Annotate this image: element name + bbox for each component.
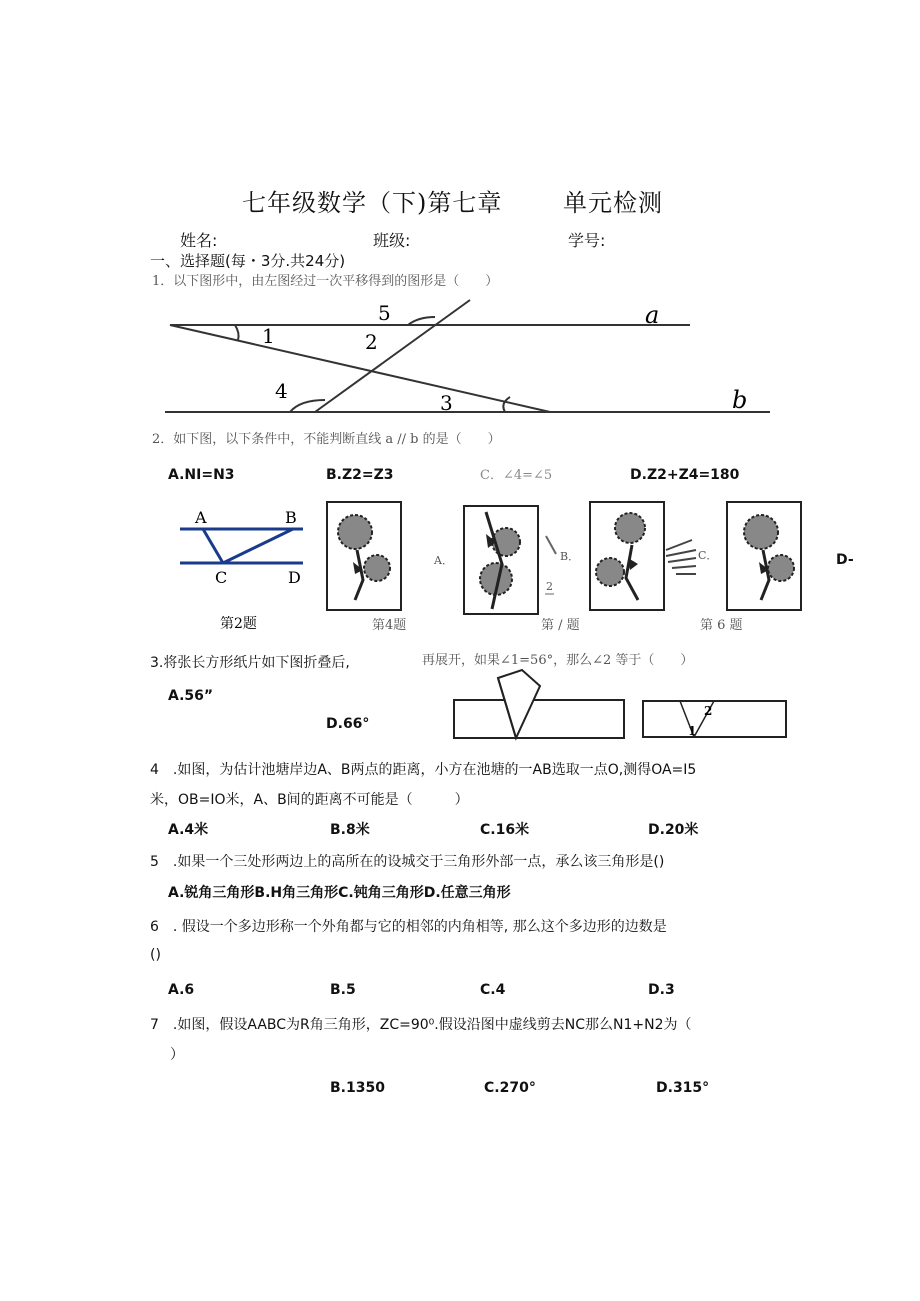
q1-lines-figure (150, 295, 790, 420)
q3-angle-2-label: 2 (704, 704, 713, 718)
caption-fig-2: 第2题 (220, 616, 257, 632)
angle-2-label: 2 (365, 330, 378, 354)
q2-option-d: D.Z2+Z4=180 (630, 467, 740, 483)
question-4-line-1: 4 .如图，为估计池塘岸边A、B两点的距离，小方在池塘的一AB选取一点O,测得OA=I5 (150, 762, 697, 778)
question-6-line-1: 6 . 假设一个多边形称一个外角都与它的相邻的内角相等, 那么这个多边形的边数是 (150, 919, 667, 935)
q4-option-d: D.20米 (648, 822, 699, 838)
class-label: 班级: (373, 231, 411, 250)
q6-option-c: C.4 (480, 982, 506, 998)
student-id-label: 学号: (568, 231, 606, 250)
q6-option-a: A.6 (168, 982, 195, 998)
flower-option-a-figure (462, 504, 542, 616)
flower-original-figure (325, 500, 405, 612)
point-c-label: C (215, 568, 228, 587)
line-b-label: b (732, 386, 748, 414)
angle-5-label: 5 (378, 301, 391, 325)
q3-fold-figure (450, 668, 630, 743)
q2-option-c: C．∠4=∠5 (480, 468, 553, 483)
question-3-text-a: 3.将张长方形纸片如下图折叠后, (150, 655, 350, 671)
q7-option-c: C.270° (484, 1080, 536, 1096)
q4-option-c: C.16米 (480, 822, 530, 838)
q4-option-b: B.8米 (330, 822, 370, 838)
flower-option-c-label: C． (698, 549, 718, 562)
q3-angle-1-label: 1 (688, 724, 697, 738)
section-heading: 一、选择题(每・3分.共24分) (150, 252, 346, 270)
caption-fig-4: 第4题 (372, 618, 407, 633)
caption-fig-5: 第 / 题 (541, 618, 580, 633)
point-b-label: B (285, 508, 297, 527)
flower-option-d-label: D- (836, 552, 854, 568)
flower-option-c-figure (725, 500, 805, 612)
question-4-line-2: 米，OB=IO米，A、B间的距离不可能是（ ） (150, 792, 469, 808)
angle-1-label: 1 (262, 324, 275, 348)
line-a-label: a (645, 301, 660, 329)
caption-fig-6: 第 6 题 (700, 618, 743, 633)
q3-option-a: A.56” (168, 688, 214, 704)
svg-text:2: 2 (546, 580, 553, 593)
flower-option-c-hatching (662, 540, 702, 580)
flower-option-b-fragments (540, 530, 580, 610)
q7-option-b: B.1350 (330, 1080, 385, 1096)
flower-option-b-label: B． (560, 550, 580, 563)
point-a-label: A (195, 508, 207, 527)
q7-option-d: D.315° (656, 1080, 710, 1096)
name-label: 姓名: (180, 231, 218, 250)
question-1-text: 1．以下图形中，由左图经过一次平移得到的图形是（ ） (152, 274, 499, 289)
question-5-text: 5 .如果一个三处形两边上的高所在的设城交于三角形外部一点，承么该三角形是() (150, 854, 665, 870)
q3-option-d: D.66° (326, 716, 370, 732)
angle-4-label: 4 (275, 379, 288, 403)
question-7-line-1: 7 .如图，假设AABC为R角三角形，ZC=90⁰.假设沿图中虚线剪去NC那么N1+N2为（ (150, 1017, 692, 1033)
flower-option-a-label: A． (434, 554, 453, 567)
q6-option-d: D.3 (648, 982, 675, 998)
question-6-line-2: () (150, 947, 161, 963)
point-d-label: D (288, 568, 301, 587)
q5-options: A.锐角三角形B.H角三角形C.钝角三角形D.任意三角形 (168, 885, 511, 901)
page-subtitle: 单元检测 (563, 189, 663, 217)
page-title: 七年级数学（下)第七章 (242, 189, 503, 217)
question-3-text-b: 再展开，如果∠1=56°，那么∠2 等于（ ） (422, 653, 694, 668)
angle-3-label: 3 (440, 391, 453, 415)
q3-unfold-figure (640, 698, 790, 742)
q2-parallel-figure (175, 505, 315, 635)
q4-option-a: A.4米 (168, 822, 209, 838)
q2-option-a: A.NI=N3 (168, 467, 235, 483)
q6-option-b: B.5 (330, 982, 356, 998)
q2-option-b: B.Z2=Z3 (326, 467, 394, 483)
question-7-line-2: ） (170, 1047, 184, 1063)
question-2-text: 2．如下图，以下条件中，不能判断直线 a // b 的是（ ） (152, 432, 501, 447)
flower-option-b-figure (588, 500, 668, 612)
